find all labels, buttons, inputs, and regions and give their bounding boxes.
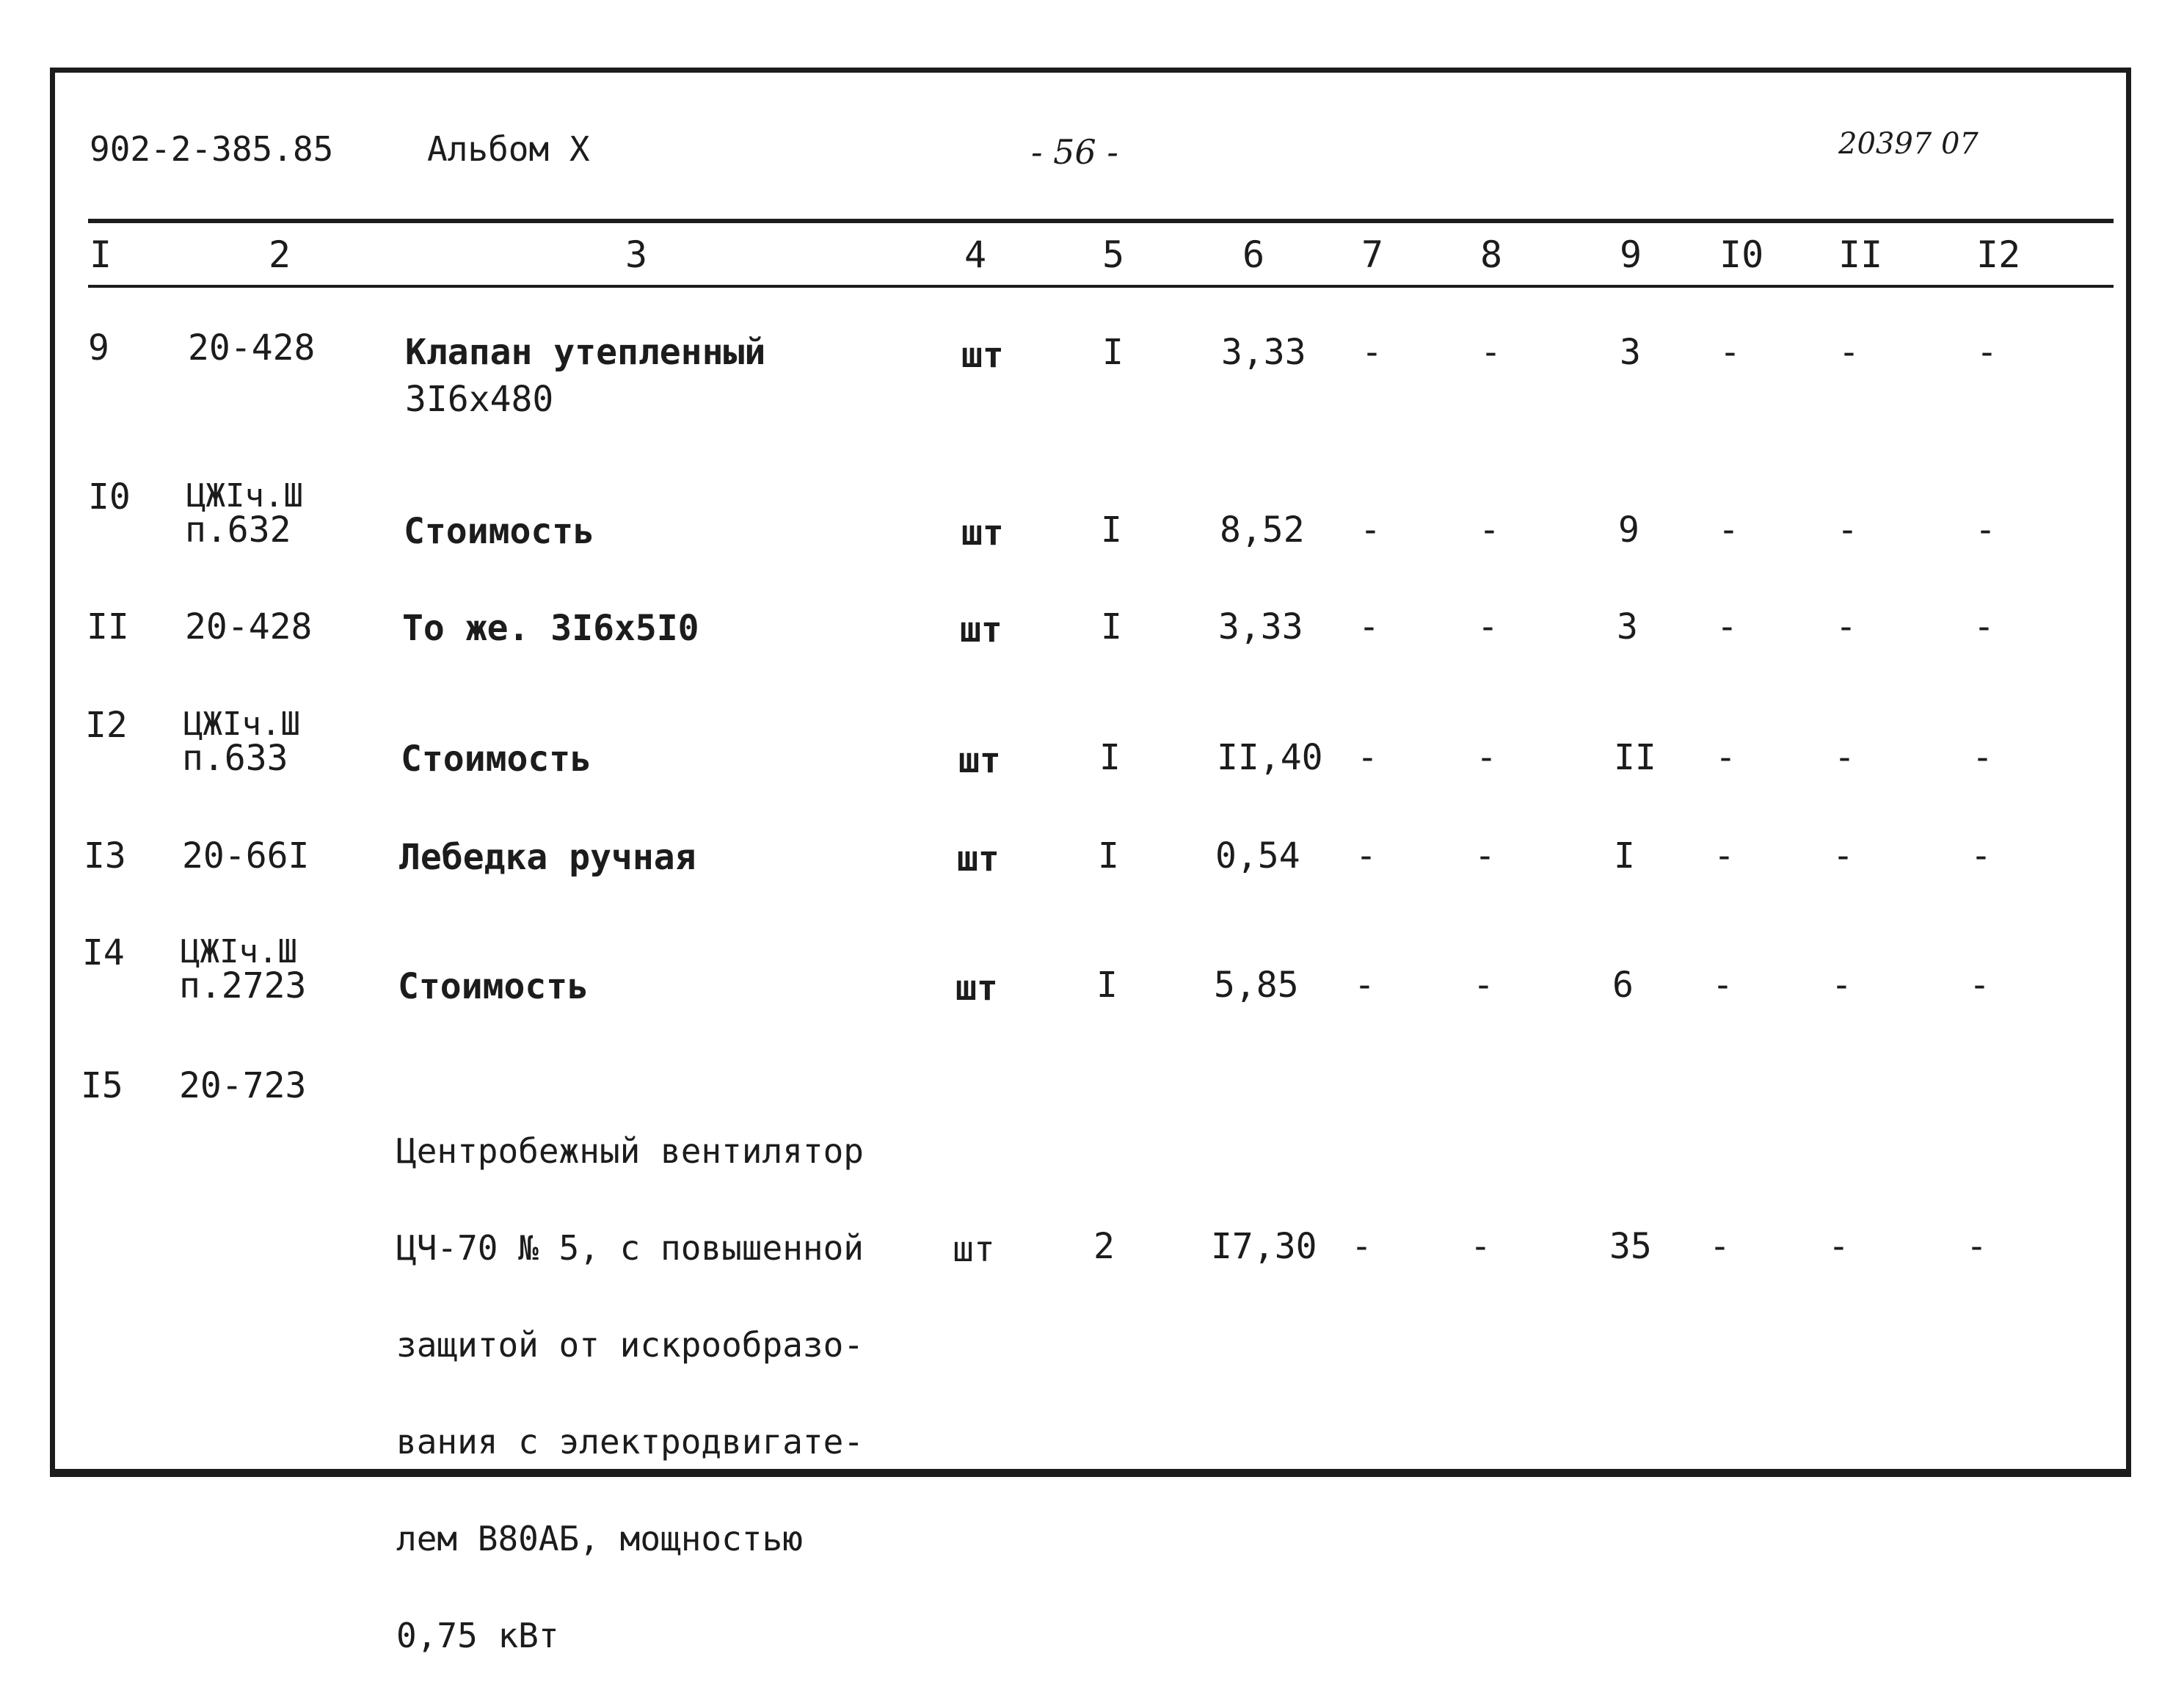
row-code-line-2: п.633 xyxy=(182,738,288,779)
row-unit: шт xyxy=(958,740,1001,781)
row-price: 8,52 xyxy=(1220,509,1305,551)
header-rule-bottom xyxy=(88,285,2114,288)
row-col-12: - xyxy=(1975,509,1996,551)
row-col-8: - xyxy=(1473,965,1494,1006)
row-col-11: - xyxy=(1835,606,1857,647)
column-number-8: 8 xyxy=(1480,233,1503,276)
page-frame xyxy=(50,68,2131,1477)
column-number-7: 7 xyxy=(1361,233,1384,276)
row-col-10: - xyxy=(1709,1226,1730,1267)
column-number-12: I2 xyxy=(1976,233,2021,276)
row-code-line-2: п.632 xyxy=(185,509,291,551)
row-col-11: - xyxy=(1832,835,1854,877)
row-price: 0,54 xyxy=(1215,835,1300,877)
row-col-12: - xyxy=(1973,606,1995,647)
row-col-8: - xyxy=(1480,332,1502,373)
row-col-10: - xyxy=(1714,835,1735,877)
row-col-10: - xyxy=(1715,737,1736,778)
row-quantity: I xyxy=(1096,965,1118,1006)
row-col-9: 6 xyxy=(1612,965,1634,1006)
column-number-1: I xyxy=(90,233,112,276)
row-col-7: - xyxy=(1357,737,1378,778)
row-col-12: - xyxy=(1970,835,1992,877)
row-col-9: II xyxy=(1614,737,1656,778)
row-col-11: - xyxy=(1834,737,1855,778)
row-col-7: - xyxy=(1354,965,1375,1006)
row-col-10: - xyxy=(1718,509,1739,551)
column-number-2: 2 xyxy=(269,233,291,276)
row-quantity: I xyxy=(1099,737,1121,778)
row-code: ЦЖIч.Ш xyxy=(183,705,300,743)
row-price: 3,33 xyxy=(1221,332,1306,373)
row-col-9: 35 xyxy=(1609,1226,1652,1267)
row-code: 20-428 xyxy=(185,606,313,647)
column-number-10: I0 xyxy=(1719,233,1764,276)
column-number-3: 3 xyxy=(625,233,648,276)
row-quantity: I xyxy=(1101,509,1122,551)
row-unit: шт xyxy=(960,609,1002,650)
column-number-6: 6 xyxy=(1242,233,1265,276)
row-unit: шт xyxy=(957,838,1000,879)
row-col-7: - xyxy=(1361,332,1383,373)
row-quantity: 2 xyxy=(1093,1226,1115,1267)
row-number: II xyxy=(87,606,129,647)
row-col-11: - xyxy=(1828,1226,1849,1267)
row-col-8: - xyxy=(1470,1226,1491,1267)
row-col-8: - xyxy=(1474,835,1496,877)
row-name: То же. 3I6x5I0 xyxy=(402,608,699,649)
column-number-4: 4 xyxy=(964,233,987,276)
inventory-number: 20397 07 xyxy=(1838,127,1979,161)
row-col-8: - xyxy=(1477,606,1499,647)
row-number: I3 xyxy=(84,835,126,877)
row-price: I7,30 xyxy=(1211,1226,1317,1267)
row-col-12: - xyxy=(1969,965,1990,1006)
row-name-block xyxy=(396,1070,864,1684)
row-col-10: - xyxy=(1712,965,1733,1006)
row-number: I5 xyxy=(81,1065,123,1106)
row-quantity: I xyxy=(1102,332,1124,373)
document-code: 902-2-385.85 xyxy=(90,129,334,169)
row-col-11: - xyxy=(1838,332,1860,373)
row-price: 5,85 xyxy=(1214,965,1299,1006)
row-col-7: - xyxy=(1351,1226,1372,1267)
row-col-7: - xyxy=(1358,606,1380,647)
row-col-8: - xyxy=(1479,509,1500,551)
row-name: Стоимость xyxy=(398,966,589,1007)
row-name-line-2: 3I6x480 xyxy=(405,379,554,420)
row-code: ЦЖIч.Ш xyxy=(186,477,303,515)
row-name: Лебедка ручная xyxy=(399,837,696,878)
row-number: 9 xyxy=(88,327,109,369)
row-code-line-2: п.2723 xyxy=(179,965,307,1006)
row-col-12: - xyxy=(1976,332,1998,373)
row-col-7: - xyxy=(1360,509,1381,551)
row-quantity: I xyxy=(1098,835,1119,877)
row-col-10: - xyxy=(1717,606,1738,647)
column-number-11: II xyxy=(1838,233,1883,276)
column-number-5: 5 xyxy=(1102,233,1125,276)
row-price: II,40 xyxy=(1217,737,1323,778)
row-col-10: - xyxy=(1719,332,1741,373)
row-name-line-4: вания с электродвигате- xyxy=(396,1422,864,1462)
row-col-11: - xyxy=(1831,965,1852,1006)
row-number: I0 xyxy=(88,476,131,518)
row-number: I4 xyxy=(82,932,125,973)
row-code: ЦЖIч.Ш xyxy=(181,933,297,970)
column-number-9: 9 xyxy=(1620,233,1642,276)
row-quantity: I xyxy=(1101,606,1122,647)
row-number: I2 xyxy=(85,705,128,746)
row-name-line-6: 0,75 кВт xyxy=(396,1616,559,1655)
album-label: Альбом X xyxy=(427,129,590,169)
row-unit: шт xyxy=(956,968,998,1009)
row-col-7: - xyxy=(1355,835,1377,877)
row-name-line-5: лем В80АБ, мощностью xyxy=(396,1519,803,1558)
row-col-8: - xyxy=(1476,737,1497,778)
header-rule-top xyxy=(88,219,2114,223)
row-name: Стоимость xyxy=(401,738,592,780)
row-unit: шт xyxy=(961,335,1004,376)
row-code: 20-428 xyxy=(188,327,316,369)
row-unit: шт xyxy=(961,512,1004,554)
row-code: 20-723 xyxy=(179,1065,307,1106)
row-col-11: - xyxy=(1837,509,1858,551)
row-col-9: I xyxy=(1614,835,1635,877)
row-name-line-3: защитой от искрообразо- xyxy=(396,1325,864,1365)
row-code: 20-66I xyxy=(182,835,310,877)
row-col-9: 3 xyxy=(1620,332,1641,373)
row-col-9: 3 xyxy=(1617,606,1638,647)
row-name-line-1: Центробежный вентилятор xyxy=(396,1131,864,1171)
row-col-12: - xyxy=(1972,737,1993,778)
row-col-9: 9 xyxy=(1618,509,1639,551)
row-name: Клапан утепленный xyxy=(405,332,766,373)
row-col-12: - xyxy=(1966,1226,1987,1267)
row-unit: шт xyxy=(953,1229,995,1270)
row-price: 3,33 xyxy=(1218,606,1303,647)
row-name-line-2: ЦЧ-70 № 5, с повышенной xyxy=(396,1228,864,1268)
row-name: Стоимость xyxy=(404,511,595,552)
page-number: - 56 - xyxy=(1031,132,1118,172)
